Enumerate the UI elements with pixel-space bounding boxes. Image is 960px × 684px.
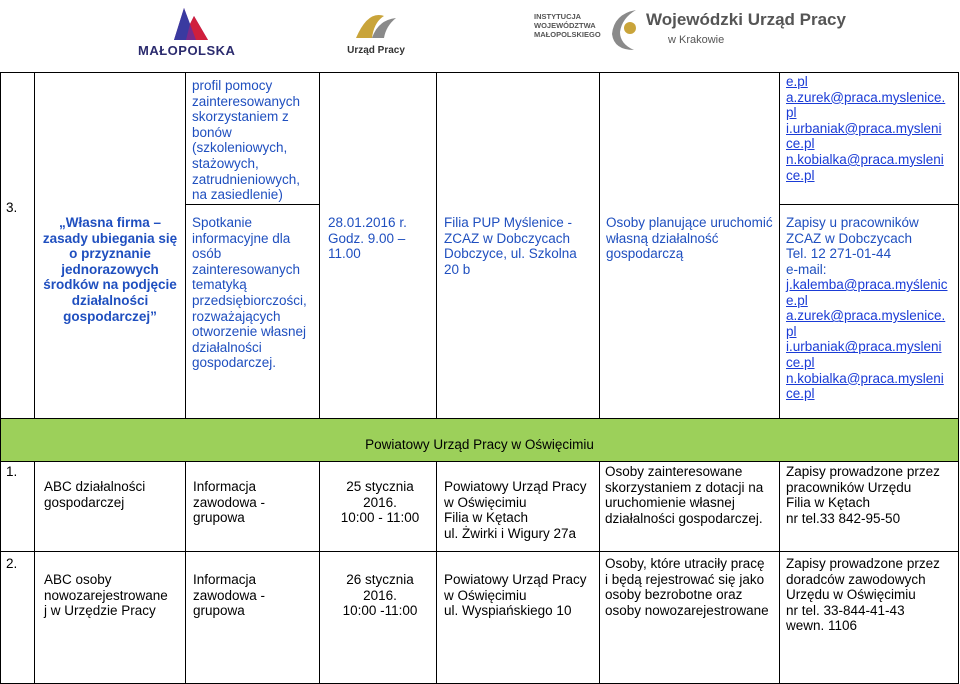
row-number: 1. <box>6 464 18 479</box>
event-target-group: Osoby, które utraciły pracę i będą rejestrować się jako osoby bezrobotne oraz osoby nowozarejestrowane <box>605 556 769 618</box>
event-profile-description: profil pomocy zainteresowanych skorzystaniem z bonów (szkoleniowych, stażowych, zatrudnieniowych, na zasiedlenie) <box>192 78 301 203</box>
events-table <box>0 72 960 684</box>
contact-info: Zapisy prowadzone przez doradców zawodowych Urzędu w Oświęcimiu nr tel. 33-844-41-43 wewn. 1106 <box>786 556 940 634</box>
contact-info: Zapisy u pracowników ZCAZ w Dobczycach Tel. 12 271-01-44 e-mail: <box>786 215 919 277</box>
wup-logo <box>606 4 856 58</box>
instytucja-line3: MAŁOPOLSKIEGO <box>534 30 601 39</box>
event-target-group: Osoby zainteresowane skorzystaniem z dotacji na uruchomienie własnej działalności gospodarczej. <box>605 464 764 526</box>
event-name: ABC osoby nowozarejestrowane j w Urzędzie Pracy <box>44 572 168 619</box>
wup-subtitle: w Krakowie <box>668 34 725 46</box>
malopolska-logo <box>138 4 244 56</box>
instytucja-line2: WOJEWÓDZTWA <box>534 21 596 30</box>
event-place: Powiatowy Urząd Pracy w Oświęcimiu Filia w Kętach ul. Żwirki i Wigury 27a <box>444 479 587 541</box>
event-date: 26 stycznia 2016. 10:00 -11:00 <box>342 572 418 619</box>
section-title: Powiatowy Urząd Pracy w Oświęcimiu <box>365 437 594 452</box>
event-form: Informacja zawodowa - grupowa <box>193 479 266 526</box>
event-place: Powiatowy Urząd Pracy w Oświęcimiu ul. Wyspiańskiego 10 <box>444 572 587 619</box>
page-header <box>0 0 960 72</box>
malopolska-emblem-icon <box>138 4 244 42</box>
contact-info: Zapisy prowadzone przez pracowników Urzędu Filia w Kętach nr tel.33 842-95-50 <box>786 464 940 526</box>
event-date: 25 stycznia 2016. 10:00 - 11:00 <box>340 479 420 526</box>
row-number: 3. <box>6 200 18 215</box>
instytucja-logo <box>534 12 604 52</box>
wup-emblem-icon <box>606 4 642 54</box>
event-name: „Własna firma – zasady ubiegania się o przyznanie jednorazowych środków na podjęcie działalności gospodarczej” <box>42 215 178 324</box>
event-place: Filia PUP Myślenice - ZCAZ w Dobczycach Dobczyce, ul. Szkolna 20 b <box>444 215 577 277</box>
event-date: 28.01.2016 r. Godz. 9.00 – 11.00 <box>328 215 407 262</box>
event-target-group: Osoby planujące uruchomić własną działalność gospodarczą <box>606 215 773 262</box>
event-form: Spotkanie informacyjne dla osób zainteresowanych tematyką przedsiębiorczości, rozważających otworzenie własnej działalności gospodarczej. <box>192 215 307 371</box>
wup-title: Wojewódzki Urząd Pracy <box>646 10 846 29</box>
instytucja-line1: INSTYTUCJA <box>534 12 582 21</box>
event-name: ABC działalności gospodarczej <box>44 479 146 510</box>
row-number: 2. <box>6 556 18 571</box>
urzad-pracy-emblem-icon <box>344 8 408 42</box>
urzad-pracy-logo-text: Urząd Pracy <box>347 45 405 56</box>
contact-emails[interactable]: j.kalemba@praca.myślenic e.pl a.zurek@praca.myslenice. pl i.urbaniak@praca.mysleni ce.pl n.kobialka@praca.mysleni ce.pl <box>786 277 948 402</box>
urzad-pracy-logo <box>344 8 408 56</box>
malopolska-logo-text: MAŁOPOLSKA <box>138 43 236 58</box>
contact-emails-top[interactable]: e.pl a.zurek@praca.myslenice. pl i.urbaniak@praca.mysleni ce.pl n.kobialka@praca.mysleni ce.pl <box>786 74 946 183</box>
section-header <box>1 419 958 462</box>
event-form: Informacja zawodowa - grupowa <box>193 572 266 619</box>
